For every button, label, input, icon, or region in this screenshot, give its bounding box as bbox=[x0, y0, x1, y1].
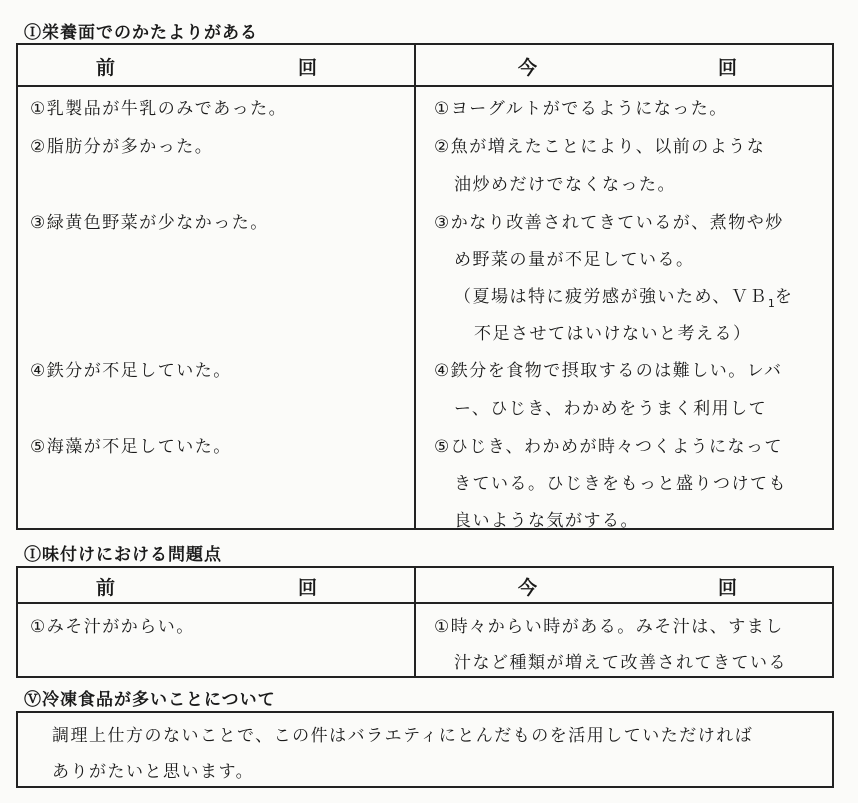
curr-line-note: （夏場は特に疲労感が強いため、ＶＢ$_1$を bbox=[454, 287, 794, 310]
curr-line: ①ヨーグルトがでるようになった。 bbox=[434, 99, 728, 119]
prev-item: ③緑黄色野菜が少なかった。 bbox=[30, 213, 269, 233]
nutrition-table bbox=[16, 43, 834, 530]
header-curr-char2: 回 bbox=[718, 577, 738, 599]
prev-item: ⑤海藻が不足していた。 bbox=[30, 437, 232, 457]
curr-line: 良いような気がする。 bbox=[454, 511, 639, 531]
curr-line: ②魚が増えたことにより、以前のような bbox=[434, 137, 766, 157]
table-header-row bbox=[18, 45, 832, 87]
curr-line: ④鉄分を食物で摂取するのは難しい。レバ bbox=[434, 361, 783, 381]
curr-line: 油炒めだけでなくなった。 bbox=[454, 175, 676, 195]
curr-line: ー、ひじき、わかめをうまく利用して bbox=[454, 399, 768, 419]
header-prev-char1: 前 bbox=[96, 577, 116, 599]
curr-line: 汁など種類が増えて改善されてきている bbox=[454, 653, 787, 673]
curr-line: ③かなり改善されてきているが、煮物や炒 bbox=[434, 213, 784, 233]
prev-item: ②脂肪分が多かった。 bbox=[30, 137, 214, 157]
body-line: ありがたいと思います。 bbox=[52, 762, 255, 782]
curr-line: め野菜の量が不足している。 bbox=[454, 250, 695, 270]
curr-line: きている。ひじきをもっと盛りつけても bbox=[454, 474, 787, 494]
prev-item: ④鉄分が不足していた。 bbox=[30, 361, 232, 381]
seasoning-table bbox=[16, 566, 834, 678]
subscript-1: 1 bbox=[767, 297, 775, 310]
header-prev-char1: 前 bbox=[96, 57, 116, 79]
header-curr-char1: 今 bbox=[518, 577, 538, 599]
prev-item: ①みそ汁がからい。 bbox=[30, 617, 195, 637]
prev-item: ①乳製品が牛乳のみであった。 bbox=[30, 99, 288, 119]
header-curr-char1: 今 bbox=[518, 57, 538, 79]
column-divider bbox=[414, 568, 416, 676]
curr-line: 不足させてはいけないと考える） bbox=[474, 324, 752, 344]
section-heading-seasoning: Ⓘ味付けにおける問題点 bbox=[24, 545, 222, 565]
curr-line: ①時々からい時がある。みそ汁は、すまし bbox=[434, 617, 784, 637]
section-heading-nutrition: Ⓘ栄養面でのかたよりがある bbox=[24, 23, 258, 43]
body-line: 調理上仕方のないことで、この件はバラエティにとんだものを活用していただければ bbox=[52, 726, 754, 746]
frozen-food-box bbox=[16, 711, 834, 788]
header-prev-char2: 回 bbox=[298, 57, 318, 79]
section-heading-frozen-food: Ⓥ冷凍食品が多いことについて bbox=[24, 690, 276, 710]
header-prev-char2: 回 bbox=[298, 577, 318, 599]
column-divider bbox=[414, 45, 416, 528]
header-curr-char2: 回 bbox=[718, 57, 738, 79]
table-header-row bbox=[18, 568, 832, 604]
curr-line: ⑤ひじき、わかめが時々つくようになって bbox=[434, 437, 784, 457]
